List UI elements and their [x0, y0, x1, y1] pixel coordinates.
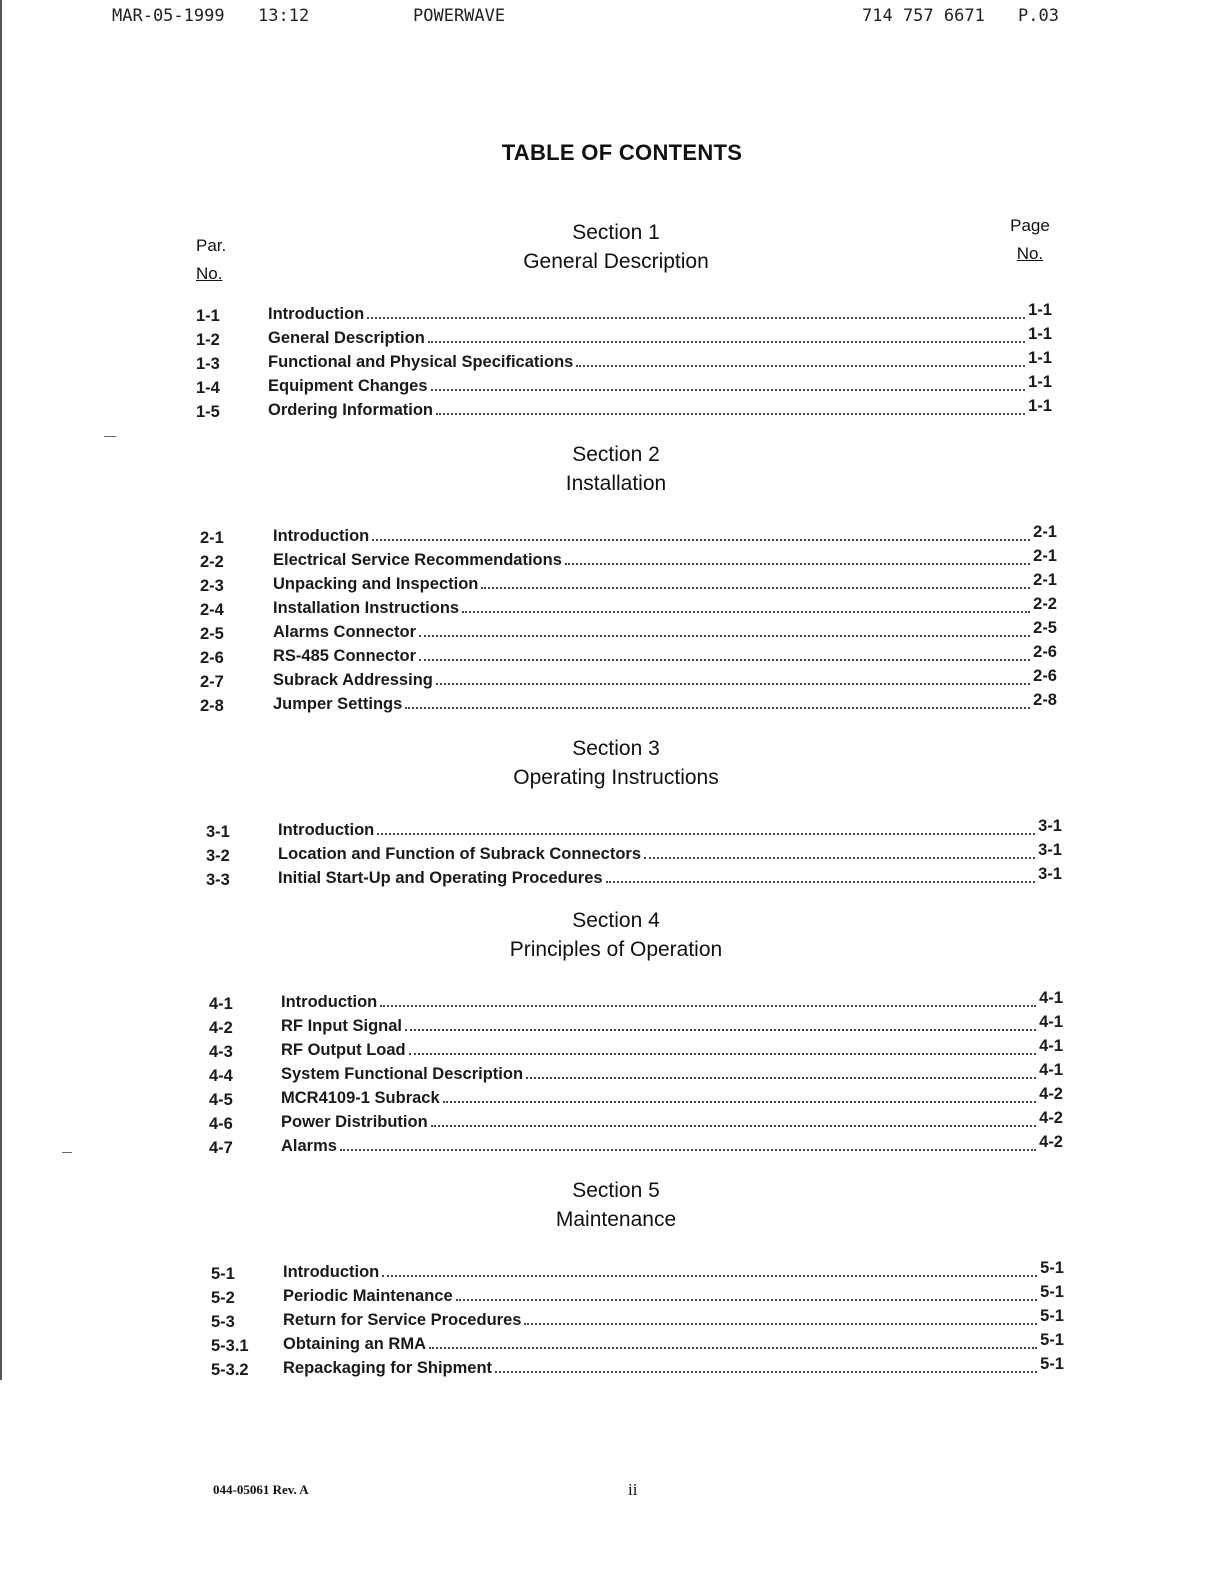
fax-date: MAR-05-1999: [112, 6, 225, 26]
entry-page: 3-1: [1038, 841, 1062, 859]
entry-number: 4-1: [209, 995, 233, 1013]
dot-leader: [456, 1298, 1038, 1301]
entry-page: 1-1: [1028, 397, 1052, 415]
entry-title: Installation Instructions: [273, 599, 460, 617]
entry-page: 4-1: [1039, 1037, 1063, 1055]
entry-page: 1-1: [1028, 301, 1052, 319]
entry-number: 1-1: [196, 307, 220, 325]
entry-page: 2-5: [1033, 619, 1057, 637]
dot-leader: [436, 412, 1025, 415]
par-header-line1: Par.: [196, 236, 227, 255]
section-3: [0, 734, 1220, 890]
entry-number: 2-4: [200, 601, 224, 619]
dot-leader: [565, 562, 1030, 565]
par-header-line2: No.: [196, 264, 223, 283]
dot-leader: [431, 1124, 1036, 1127]
entry-title: RS-485 Connector: [273, 647, 417, 665]
section-subheading: Operating Instructions: [513, 766, 719, 789]
dot-leader: [495, 1370, 1037, 1373]
entry-number: 5-3.2: [211, 1361, 249, 1379]
dot-leader: [644, 856, 1035, 859]
toc-entry[interactable]: [0, 1356, 1220, 1380]
toc-entry[interactable]: [0, 990, 1220, 1014]
entry-title: Alarms: [281, 1137, 337, 1155]
dot-leader: [380, 1004, 1036, 1007]
entry-number: 1-3: [196, 355, 220, 373]
toc-entry[interactable]: [0, 1014, 1220, 1038]
entry-number: 1-4: [196, 379, 220, 397]
toc-entry[interactable]: [0, 692, 1220, 716]
toc-entry[interactable]: [0, 866, 1220, 890]
dot-leader: [419, 658, 1030, 661]
entry-number: 2-7: [200, 673, 224, 691]
entry-number: 5-3.1: [211, 1337, 249, 1355]
entry-title: Periodic Maintenance: [283, 1287, 453, 1305]
toc-entry[interactable]: [0, 842, 1220, 866]
section-2: [0, 440, 1220, 716]
dot-leader: [382, 1274, 1037, 1277]
entry-number: 3-3: [206, 871, 230, 889]
dot-leader: [443, 1100, 1036, 1103]
entry-number: 2-2: [200, 553, 224, 571]
fax-page: P.03: [1018, 6, 1059, 26]
section-5: [0, 1176, 1220, 1380]
page-header-line1: Page: [1010, 216, 1050, 235]
entry-title: Unpacking and Inspection: [273, 575, 479, 593]
section-heading: Section 1: [572, 221, 660, 244]
entry-title: MCR4109-1 Subrack: [281, 1089, 440, 1107]
entry-page: 5-1: [1040, 1259, 1064, 1277]
entry-page: 1-1: [1028, 373, 1052, 391]
dot-leader: [428, 340, 1025, 343]
entry-title: Jumper Settings: [273, 695, 403, 713]
entry-title: Functional and Physical Specifications: [268, 353, 574, 371]
entry-number: 2-6: [200, 649, 224, 667]
entry-number: 4-7: [209, 1139, 233, 1157]
dot-leader: [524, 1322, 1037, 1325]
page-header-line2: No.: [1016, 244, 1044, 263]
dot-leader: [419, 634, 1030, 637]
entry-title: Obtaining an RMA: [283, 1335, 426, 1353]
entry-title: Introduction: [278, 821, 375, 839]
dot-leader: [526, 1076, 1036, 1079]
entry-page: 2-8: [1033, 691, 1057, 709]
toc-entry[interactable]: [0, 1284, 1220, 1308]
toc-entry[interactable]: [0, 1308, 1220, 1332]
section-heading: Section 3: [572, 737, 660, 760]
dot-leader: [462, 610, 1030, 613]
entry-number: 1-2: [196, 331, 220, 349]
toc-entry[interactable]: [0, 1062, 1220, 1086]
entry-number: 2-3: [200, 577, 224, 595]
entry-number: 4-5: [209, 1091, 233, 1109]
entry-title: Introduction: [268, 305, 365, 323]
toc-entries: [0, 524, 1220, 716]
entry-title: Introduction: [283, 1263, 380, 1281]
entry-title: General Description: [268, 329, 425, 347]
toc-entries: [0, 1260, 1220, 1380]
section-subheading: Maintenance: [555, 1208, 677, 1231]
section-subheading: General Description: [523, 250, 709, 273]
entry-number: 2-8: [200, 697, 224, 715]
entry-page: 4-2: [1039, 1133, 1063, 1151]
entry-title: Initial Start-Up and Operating Procedures: [278, 869, 603, 887]
toc-entry[interactable]: [0, 1038, 1220, 1062]
dot-leader: [367, 316, 1025, 319]
entry-title: Electrical Service Recommendations: [273, 551, 562, 569]
entry-number: 3-2: [206, 847, 230, 865]
toc-entry[interactable]: [0, 1260, 1220, 1284]
entry-page: 2-6: [1033, 667, 1057, 685]
section-heading: Section 4: [572, 909, 660, 932]
entry-title: Return for Service Procedures: [283, 1311, 522, 1329]
document-title: TABLE OF CONTENTS: [501, 140, 743, 165]
toc-entry[interactable]: [0, 1134, 1220, 1158]
section-1: [0, 218, 1220, 422]
entry-title: System Functional Description: [281, 1065, 524, 1083]
dot-leader: [431, 388, 1026, 391]
entry-page: 5-1: [1040, 1283, 1064, 1301]
entry-page: 2-1: [1033, 523, 1057, 541]
entry-page: 2-1: [1033, 571, 1057, 589]
fax-company: POWERWAVE: [413, 6, 506, 26]
fax-header: [0, 6, 1220, 30]
entry-number: 2-1: [200, 529, 224, 547]
entry-number: 5-2: [211, 1289, 235, 1307]
dot-leader: [405, 706, 1030, 709]
fax-time: 13:12: [258, 6, 310, 26]
entry-page: 5-1: [1040, 1307, 1064, 1325]
entry-page: 4-2: [1039, 1109, 1063, 1127]
dot-leader: [409, 1052, 1037, 1055]
toc-entry[interactable]: [0, 818, 1220, 842]
toc-entries: [0, 990, 1220, 1158]
entry-page: 4-1: [1039, 1013, 1063, 1031]
entry-number: 4-6: [209, 1115, 233, 1133]
toc-entry[interactable]: [0, 1110, 1220, 1134]
toc-entries: [0, 818, 1220, 890]
dot-leader: [340, 1148, 1036, 1151]
entry-number: 5-1: [211, 1265, 235, 1283]
section-heading: Section 2: [572, 443, 660, 466]
toc-entry[interactable]: [0, 1086, 1220, 1110]
toc-entries: [0, 302, 1220, 422]
toc-entry[interactable]: [0, 398, 1220, 422]
entry-title: Introduction: [273, 527, 370, 545]
scan-mark: [104, 436, 116, 437]
entry-page: 3-1: [1038, 865, 1062, 883]
entry-title: RF Input Signal: [281, 1017, 402, 1035]
entry-page: 4-1: [1039, 1061, 1063, 1079]
fax-phone: 714 757 6671: [862, 6, 985, 26]
toc-entry[interactable]: [0, 1332, 1220, 1356]
entry-page: 4-1: [1039, 989, 1063, 1007]
dot-leader: [377, 832, 1035, 835]
section-4: [0, 906, 1220, 1158]
entry-page: 5-1: [1040, 1331, 1064, 1349]
entry-page: 1-1: [1028, 325, 1052, 343]
entry-number: 5-3: [211, 1313, 235, 1331]
dot-leader: [606, 880, 1036, 883]
entry-number: 4-4: [209, 1067, 233, 1085]
entry-title: RF Output Load: [281, 1041, 406, 1059]
entry-title: Ordering Information: [268, 401, 433, 419]
entry-page: 2-6: [1033, 643, 1057, 661]
entry-page: 1-1: [1028, 349, 1052, 367]
dot-leader: [405, 1028, 1036, 1031]
entry-page: 2-1: [1033, 547, 1057, 565]
entry-title: Repackaging for Shipment: [283, 1359, 493, 1377]
footer-page-number: ii: [628, 1480, 638, 1499]
section-subheading: Principles of Operation: [509, 938, 723, 961]
entry-page: 2-2: [1033, 595, 1057, 613]
entry-number: 4-2: [209, 1019, 233, 1037]
dot-leader: [481, 586, 1030, 589]
entry-title: Equipment Changes: [268, 377, 428, 395]
entry-page: 3-1: [1038, 817, 1062, 835]
dot-leader: [436, 682, 1030, 685]
entry-number: 4-3: [209, 1043, 233, 1061]
entry-title: Power Distribution: [281, 1113, 428, 1131]
dot-leader: [372, 538, 1030, 541]
entry-title: Introduction: [281, 993, 378, 1011]
footer-document-number: 044-05061 Rev. A: [213, 1482, 309, 1497]
section-subheading: Installation: [565, 472, 667, 495]
dot-leader: [576, 364, 1025, 367]
dot-leader: [429, 1346, 1037, 1349]
entry-number: 2-5: [200, 625, 224, 643]
entry-page: 5-1: [1040, 1355, 1064, 1373]
entry-number: 3-1: [206, 823, 230, 841]
entry-title: Subrack Addressing: [273, 671, 433, 689]
entry-number: 1-5: [196, 403, 220, 421]
entry-title: Location and Function of Subrack Connectors: [278, 845, 642, 863]
entry-title: Alarms Connector: [273, 623, 417, 641]
section-heading: Section 5: [572, 1179, 660, 1202]
entry-page: 4-2: [1039, 1085, 1063, 1103]
